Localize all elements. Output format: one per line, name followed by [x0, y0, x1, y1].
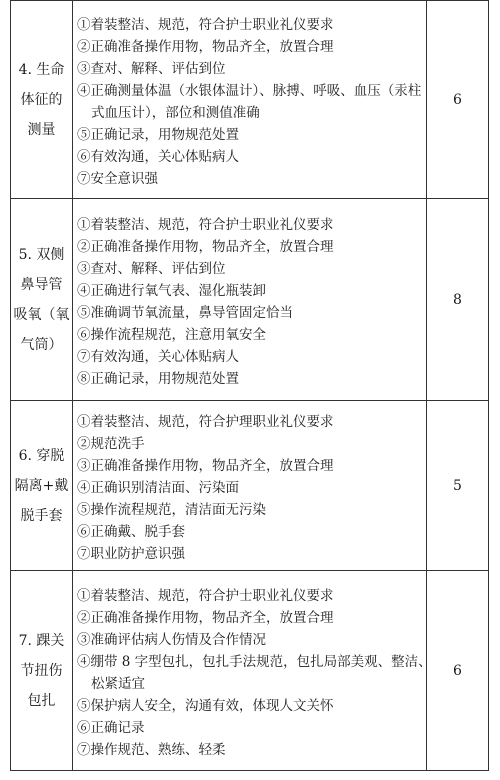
item-name-line: 包扎	[27, 692, 56, 709]
table-body	[11, 1, 489, 771]
criteria-item: ⑤准确调节氧流量，鼻导管固定恰当	[77, 304, 293, 321]
criteria-item: ②正确准备操作用物，物品齐全，放置合理	[77, 238, 334, 255]
score-cell: 5	[427, 401, 489, 571]
criteria-item: ③查对、解释、评估到位	[77, 60, 226, 77]
criteria-item: ⑥有效沟通，关心体贴病人	[77, 148, 239, 165]
criteria-item: ②正确准备操作用物，物品齐全，放置合理	[77, 38, 334, 55]
criteria-item: ④正确进行氧气表、湿化瓶装卸	[77, 282, 266, 299]
criteria-item: ⑥正确戴、脱手套	[77, 523, 185, 540]
item-name-line: 吸氧（氧	[13, 306, 70, 323]
item-name-line: 隔离+戴	[14, 477, 69, 494]
table-row	[11, 571, 489, 771]
item-name-cell	[11, 1, 73, 199]
criteria-item	[73, 80, 426, 124]
table-row	[11, 1, 489, 199]
criteria-item: ③查对、解释、评估到位	[77, 260, 226, 277]
criteria-item-line: 松紧适宜	[91, 675, 145, 692]
criteria-item: ④正确识别清洁面、污染面	[77, 479, 239, 496]
criteria-item: ①着装整洁、规范，符合护士职业礼仪要求	[77, 216, 334, 233]
criteria-cell	[73, 571, 432, 771]
criteria-item: ⑥操作流程规范，注意用氧安全	[77, 326, 266, 343]
criteria-item-line: ④绷带 8 字型包扎，包扎手法规范，包扎局部美观、整洁、	[77, 653, 432, 670]
criteria-item: ⑤操作流程规范，清洁面无污染	[77, 501, 266, 518]
item-name-line: 测量	[27, 121, 56, 138]
criteria-item: ①着装整洁、规范，符合护士职业礼仪要求	[77, 16, 334, 33]
item-name-line: 脱手套	[20, 507, 63, 524]
item-name-line: 5. 双侧	[18, 246, 65, 263]
item-name-line: 6. 穿脱	[18, 447, 65, 464]
item-name-cell	[11, 401, 73, 571]
criteria-item: ⑦操作规范、熟练、轻柔	[77, 741, 226, 758]
criteria-item: ⑦安全意识强	[77, 170, 158, 187]
item-name-cell	[11, 199, 73, 401]
item-name-line: 7. 踝关	[18, 632, 65, 649]
criteria-item: ②正确准备操作用物，物品齐全，放置合理	[77, 609, 334, 626]
criteria-cell	[73, 1, 427, 199]
criteria-item: ①着装整洁、规范，符合护士职业礼仪要求	[77, 587, 334, 604]
score-cell: 6	[427, 571, 489, 771]
criteria-item: ⑦有效沟通，关心体贴病人	[77, 348, 239, 365]
criteria-item: ⑥正确记录	[77, 719, 145, 736]
criteria-item	[73, 651, 432, 695]
criteria-item: ⑦职业防护意识强	[77, 545, 185, 562]
score-cell: 8	[427, 199, 489, 401]
item-name-cell	[11, 571, 73, 771]
table-row	[11, 401, 489, 571]
criteria-item: ⑤正确记录，用物规范处置	[77, 126, 239, 143]
criteria-item: ①着装整洁、规范，符合护理职业礼仪要求	[77, 413, 334, 430]
criteria-item: ②规范洗手	[77, 435, 145, 452]
criteria-cell	[73, 199, 427, 401]
table-row	[11, 199, 489, 401]
assessment-table	[10, 0, 489, 771]
criteria-item: ⑤保护病人安全，沟通有效，体现人文关怀	[77, 697, 334, 714]
item-name-line: 节扭伤	[20, 662, 63, 679]
criteria-item-line: ④正确测量体温（水银体温计）、脉搏、呼吸、血压（汞柱	[77, 82, 422, 99]
criteria-item: ③正确准备操作用物，物品齐全，放置合理	[77, 457, 334, 474]
item-name-line: 气筒）	[20, 336, 63, 353]
criteria-item: ⑧正确记录，用物规范处置	[77, 370, 239, 387]
criteria-cell	[73, 401, 427, 571]
item-name-line: 4. 生命	[18, 61, 65, 78]
criteria-item-line: 式血压计），部位和测值准确	[91, 104, 260, 121]
item-name-line: 鼻导管	[20, 276, 63, 293]
item-name-line: 体征的	[20, 91, 63, 108]
criteria-item: ③准确评估病人伤情及合作情况	[77, 631, 266, 648]
score-cell: 6	[427, 1, 489, 199]
